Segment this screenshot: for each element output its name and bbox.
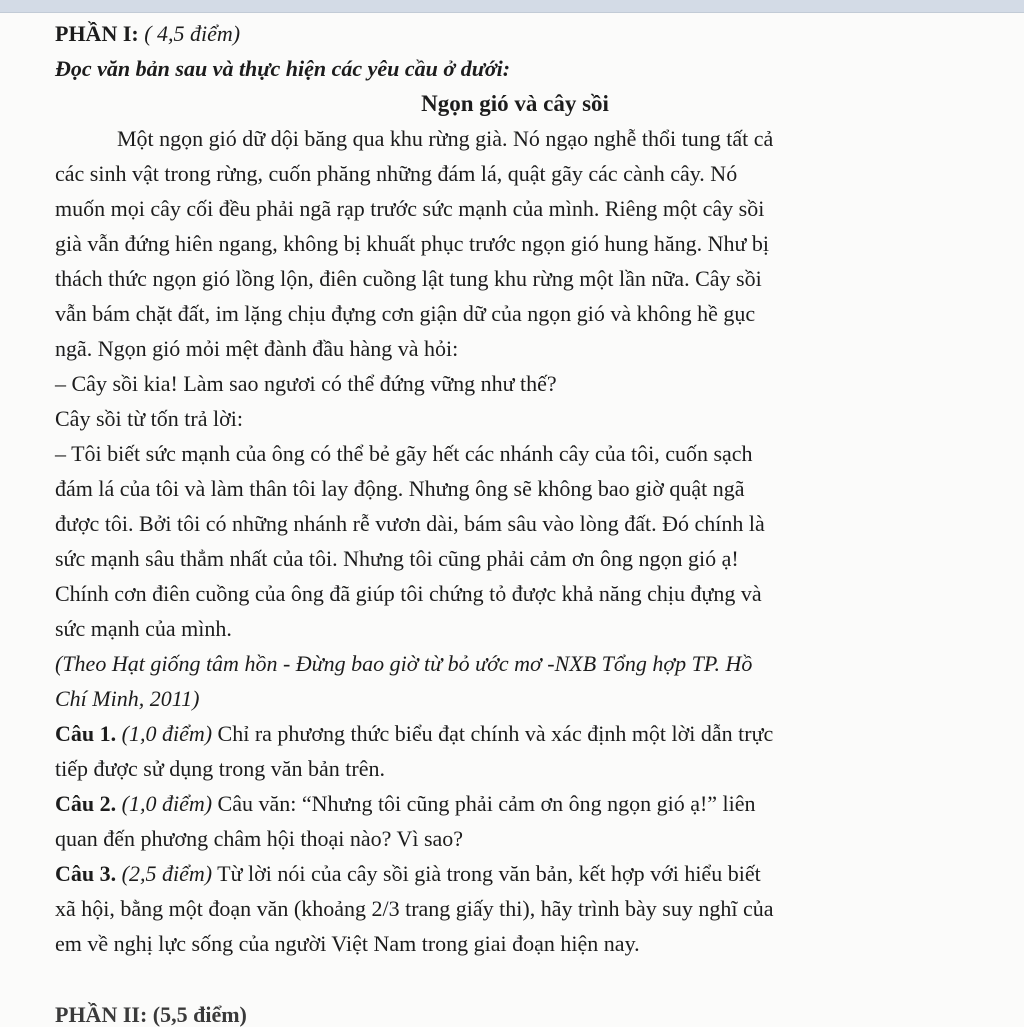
question-points: (2,5 điểm) bbox=[121, 861, 213, 886]
question-text: Câu văn: “Nhưng tôi cũng phải cảm ơn ông ngọn gió ạ!” liên bbox=[217, 791, 756, 816]
question-text: Chỉ ra phương thức biểu đạt chính và xác định một lời dẫn trực bbox=[217, 721, 774, 746]
question-continuation: tiếp được sử dụng trong văn bản trên. bbox=[55, 756, 385, 781]
story-line: Chính cơn điên cuồng của ông đã giúp tôi chứng tỏ được khả năng chịu đựng và bbox=[55, 581, 762, 606]
story-line: sức mạnh sâu thẳm nhất của tôi. Nhưng tôi cũng phải cảm ơn ông ngọn gió ạ! bbox=[55, 546, 739, 571]
story-line: Cây sồi từ tốn trả lời: bbox=[55, 406, 243, 431]
reading-instruction: Đọc văn bản sau và thực hiện các yêu cầu ở dưới: bbox=[55, 56, 511, 81]
story-line: muốn mọi cây cối đều phải ngã rạp trước sức mạnh của mình. Riêng một cây sồi bbox=[55, 196, 765, 221]
story-line: đám lá của tôi và làm thân tôi lay động. Nhưng ông sẽ không bao giờ quật ngã bbox=[55, 476, 745, 501]
window-top-strip bbox=[0, 0, 1024, 13]
story-text bbox=[55, 121, 955, 646]
story-line: – Cây sồi kia! Làm sao ngươi có thể đứng vững như thế? bbox=[55, 371, 557, 396]
source-line: Chí Minh, 2011) bbox=[55, 686, 200, 711]
story-title: Ngọn gió và cây sồi bbox=[421, 91, 609, 116]
question-label: Câu 3. bbox=[55, 861, 117, 886]
question-continuation: xã hội, bằng một đoạn văn (khoảng 2/3 trang giấy thi), hãy trình bày suy nghĩ của bbox=[55, 896, 774, 921]
source-citation bbox=[55, 646, 955, 716]
question-points: (1,0 điểm) bbox=[121, 791, 213, 816]
story-line: ngã. Ngọn gió mỏi mệt đành đầu hàng và hỏi: bbox=[55, 336, 459, 361]
story-line: thách thức ngọn gió lồng lộn, điên cuồng lật tung khu rừng một lần nữa. Cây sồi bbox=[55, 266, 762, 291]
question-label: Câu 2. bbox=[55, 791, 117, 816]
part-heading-label: PHẦN I: bbox=[55, 21, 139, 46]
part-points: ( 4,5 điểm) bbox=[144, 21, 241, 46]
question-1 bbox=[55, 716, 955, 786]
question-continuation: em về nghị lực sống của người Việt Nam trong giai đoạn hiện nay. bbox=[55, 931, 640, 956]
question-text: Từ lời nói của cây sồi già trong văn bản, kết hợp với hiểu biết bbox=[217, 861, 761, 886]
question-first-line bbox=[55, 786, 955, 821]
source-line: (Theo Hạt giống tâm hồn - Đừng bao giờ từ bỏ ước mơ -NXB Tổng hợp TP. Hồ bbox=[55, 651, 753, 676]
question-continuation: quan đến phương châm hội thoại nào? Vì sao? bbox=[55, 826, 464, 851]
question-first-line bbox=[55, 856, 955, 891]
question-3 bbox=[55, 856, 955, 961]
story-line: Một ngọn gió dữ dội băng qua khu rừng già. Nó ngạo nghễ thổi tung tất cả bbox=[117, 126, 774, 151]
cut-off-next-part-heading: PHẦN II: (5,5 điểm) bbox=[55, 1002, 247, 1027]
story-line: già vẫn đứng hiên ngang, không bị khuất phục trước ngọn gió hung hăng. Như bị bbox=[55, 231, 770, 256]
story-line: các sinh vật trong rừng, cuốn phăng những đám lá, quật gãy các cành cây. Nó bbox=[55, 161, 738, 186]
question-first-line bbox=[55, 716, 955, 751]
question-2 bbox=[55, 786, 955, 856]
part-heading bbox=[55, 16, 955, 51]
story-line: vẫn bám chặt đất, im lặng chịu đựng cơn giận dữ của ngọn gió và không hề gục bbox=[55, 301, 756, 326]
question-label: Câu 1. bbox=[55, 721, 117, 746]
story-line: – Tôi biết sức mạnh của ông có thể bẻ gãy hết các nhánh cây của tôi, cuốn sạch bbox=[55, 441, 753, 466]
story-line: được tôi. Bởi tôi có những nhánh rễ vươn dài, bám sâu vào lòng đất. Đó chính là bbox=[55, 511, 765, 536]
question-points: (1,0 điểm) bbox=[121, 721, 213, 746]
exam-document bbox=[55, 16, 955, 961]
story-line: sức mạnh của mình. bbox=[55, 616, 232, 641]
